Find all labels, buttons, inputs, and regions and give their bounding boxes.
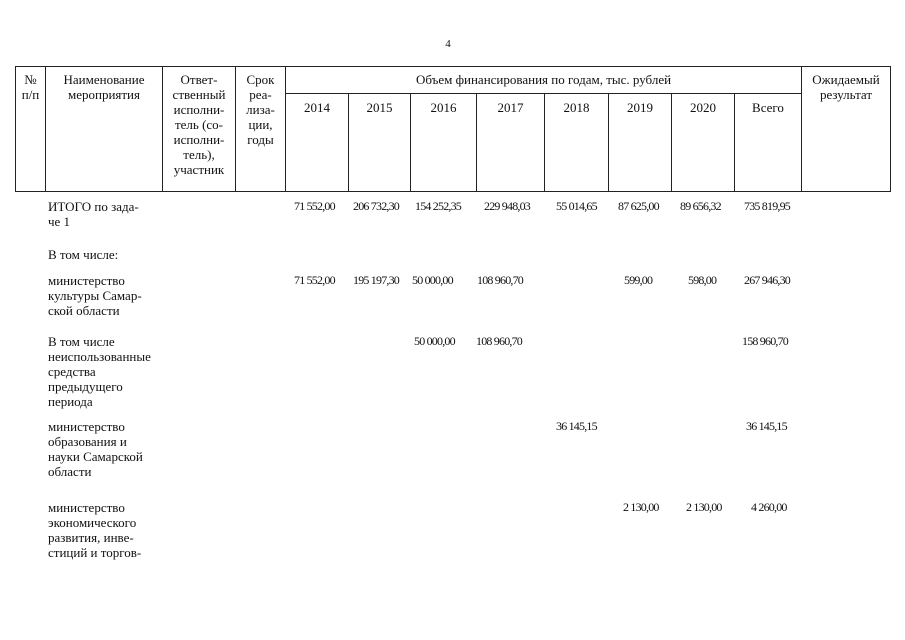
row-economy-2020: 2 130,00 — [686, 500, 722, 514]
row-unused-all: 158 960,70 — [742, 334, 789, 348]
row-name-line: экономического — [48, 515, 137, 530]
row-unused-2016: 50 000,00 — [414, 334, 455, 348]
row-total-all: 735 819,95 — [744, 199, 791, 213]
row-name-line: ИТОГО по зада- — [48, 199, 139, 214]
header-term-line: лиза- — [246, 102, 275, 117]
row-name-line: культуры Самар- — [48, 288, 142, 303]
row-culture-2016: 50 000,00 — [412, 273, 453, 287]
header-financing-title: Объем финансирования по годам, тыс. рублей — [415, 72, 672, 87]
header-responsible-line: ственный — [172, 87, 226, 102]
row-total-2019: 87 625,00 — [618, 199, 659, 213]
years-row-sep — [285, 93, 801, 94]
header-responsible-line: Ответ- — [180, 72, 218, 87]
header-num-line: п/п — [21, 87, 40, 102]
header-responsible-line: исполни- — [173, 132, 225, 147]
header-responsible-line: тель (со- — [174, 117, 224, 132]
header-term-line: реа- — [249, 87, 272, 102]
header-year-2020: 2020 — [690, 100, 716, 115]
row-name-line: средства — [48, 364, 96, 379]
row-culture-2020: 598,00 — [688, 273, 717, 287]
row-name-line: предыдущего — [48, 379, 123, 394]
header-responsible-line: тель), — [183, 147, 215, 162]
row-name-line: В том числе — [48, 334, 115, 349]
row-name-line: министерство — [48, 500, 125, 515]
row-name-line: периода — [48, 394, 93, 409]
row-total-2016: 154 252,35 — [415, 199, 462, 213]
row-name-line: неиспользованные — [48, 349, 151, 364]
table-header — [15, 66, 891, 192]
header-year-2019: 2019 — [627, 100, 653, 115]
row-name-line: ской области — [48, 303, 120, 318]
row-name-line: че 1 — [48, 214, 71, 229]
header-top-border — [15, 66, 891, 67]
row-name-economy — [48, 500, 164, 560]
header-year-2014: 2014 — [304, 100, 330, 115]
row-name-line: развития, инве- — [48, 530, 134, 545]
row-name-including — [48, 247, 164, 262]
row-name-line: министерство — [48, 419, 125, 434]
header-year-2017: 2017 — [497, 100, 524, 115]
header-term-line: ции, — [248, 117, 273, 132]
header-year-total: Всего — [752, 100, 784, 115]
row-name-line: образования и — [48, 434, 127, 449]
row-economy-2019: 2 130,00 — [623, 500, 659, 514]
row-name-line: министерство — [48, 273, 125, 288]
page-number: 4 — [445, 38, 451, 50]
row-culture-2019: 599,00 — [624, 273, 653, 287]
row-culture-2014: 71 552,00 — [294, 273, 335, 287]
row-name-line: стиций и торгов- — [48, 545, 142, 560]
header-term-line: годы — [247, 132, 274, 147]
header-term-line: Срок — [246, 72, 275, 87]
row-culture-2015: 195 197,30 — [353, 273, 400, 287]
header-year-2018: 2018 — [563, 100, 590, 115]
row-education-2018: 36 145,15 — [556, 419, 597, 433]
header-responsible-line: участник — [173, 162, 225, 177]
header-expected-line: Ожидаемый — [812, 72, 880, 87]
header-right-border — [890, 66, 891, 192]
header-expected — [802, 72, 890, 102]
row-name-unused — [48, 334, 164, 409]
header-name-line: мероприятия — [67, 87, 140, 102]
header-name-line: Наименование — [63, 72, 145, 87]
header-expected-line: результат — [819, 87, 873, 102]
header-responsible — [163, 72, 235, 177]
row-total-2018: 55 014,65 — [556, 199, 597, 213]
row-education-all: 36 145,15 — [746, 419, 787, 433]
row-economy-all: 4 260,00 — [751, 500, 787, 514]
header-bottom-border — [15, 191, 891, 192]
row-culture-2017: 108 960,70 — [477, 273, 524, 287]
header-name — [46, 72, 162, 102]
row-unused-2017: 108 960,70 — [476, 334, 523, 348]
row-total-2020: 89 656,32 — [680, 199, 721, 213]
row-name-total — [48, 199, 164, 229]
row-name-line: области — [48, 464, 92, 479]
row-total-2014: 71 552,00 — [294, 199, 335, 213]
header-year-2015: 2015 — [366, 100, 393, 115]
row-culture-all: 267 946,30 — [744, 273, 791, 287]
row-total-2017: 229 948,03 — [484, 199, 531, 213]
header-term — [236, 72, 285, 147]
row-name-line: науки Самарской — [48, 449, 143, 464]
header-num-line: № — [24, 72, 37, 87]
row-name-education — [48, 419, 164, 479]
row-name-culture — [48, 273, 164, 318]
row-name-line: В том числе: — [48, 247, 119, 262]
row-total-2015: 206 732,30 — [353, 199, 400, 213]
header-responsible-line: исполни- — [173, 102, 225, 117]
header-year-2016: 2016 — [430, 100, 457, 115]
header-num — [16, 72, 45, 102]
